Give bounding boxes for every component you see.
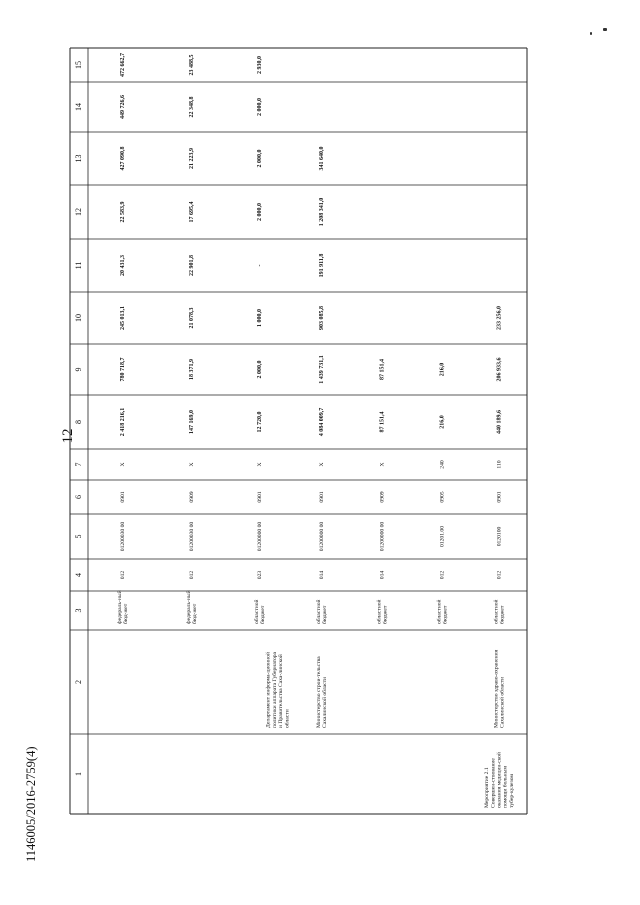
svg-text:областнойбюджет: областнойбюджет bbox=[493, 599, 506, 624]
svg-text:21 078,3: 21 078,3 bbox=[189, 307, 195, 329]
svg-text:01201.00: 01201.00 bbox=[439, 526, 446, 547]
svg-text:1 000,0: 1 000,0 bbox=[257, 309, 263, 327]
svg-text:012: 012 bbox=[120, 570, 126, 580]
svg-text:13: 13 bbox=[74, 154, 83, 163]
svg-text:2 930,0: 2 930,0 bbox=[257, 56, 263, 74]
table-cell bbox=[497, 306, 503, 330]
svg-text:22 583,9: 22 583,9 bbox=[120, 201, 126, 223]
table-cell bbox=[257, 203, 263, 221]
svg-text:233 256,0: 233 256,0 bbox=[496, 306, 503, 330]
table-cell bbox=[120, 522, 126, 552]
table-cell bbox=[440, 363, 446, 377]
table-cell bbox=[257, 98, 263, 116]
column-header-number bbox=[74, 463, 83, 467]
column-header-number bbox=[74, 680, 83, 684]
svg-text:X: X bbox=[379, 462, 386, 467]
table-cell bbox=[492, 600, 505, 625]
svg-text:012: 012 bbox=[496, 570, 503, 580]
table-cell bbox=[120, 202, 126, 223]
svg-text:5: 5 bbox=[74, 534, 83, 539]
table-cell bbox=[120, 95, 126, 119]
svg-text:3: 3 bbox=[74, 608, 83, 613]
svg-text:87 151,4: 87 151,4 bbox=[379, 411, 386, 433]
svg-text:12: 12 bbox=[74, 208, 83, 216]
svg-text:15: 15 bbox=[74, 61, 83, 69]
table-cell bbox=[189, 571, 195, 580]
svg-text:0120100: 0120100 bbox=[496, 526, 503, 547]
svg-text:областнойбюджет: областнойбюджет bbox=[253, 599, 267, 624]
table-cell bbox=[319, 147, 325, 171]
svg-text:472 662,7: 472 662,7 bbox=[120, 53, 126, 77]
table-cell bbox=[493, 649, 505, 728]
svg-text:18 371,9: 18 371,9 bbox=[189, 359, 195, 380]
svg-text:8: 8 bbox=[74, 420, 83, 424]
svg-text:2 000,0: 2 000,0 bbox=[257, 98, 263, 116]
svg-text:-: - bbox=[257, 264, 263, 267]
table-cell bbox=[257, 571, 263, 580]
table-cell bbox=[189, 410, 195, 434]
table-cell bbox=[257, 361, 263, 379]
svg-text:0901: 0901 bbox=[496, 491, 503, 503]
table-cell bbox=[257, 491, 263, 502]
svg-text:0901: 0901 bbox=[319, 491, 325, 503]
svg-text:903 085,8: 903 085,8 bbox=[319, 306, 325, 330]
table-cell bbox=[257, 522, 263, 552]
table-cell bbox=[497, 527, 503, 547]
table-cell bbox=[319, 198, 325, 227]
svg-text:01200000 00: 01200000 00 bbox=[257, 521, 263, 552]
svg-text:1 439 731,1: 1 439 731,1 bbox=[319, 355, 325, 384]
table-cell bbox=[380, 412, 386, 433]
table-cell bbox=[497, 410, 503, 434]
table-cell bbox=[316, 656, 328, 728]
table-cell bbox=[380, 359, 386, 380]
svg-text:Мероприятие 2.1Совершен-ствова: Мероприятие 2.1Совершен-ствованиеоказания медицин-скойпомощи больнымтубер-кулезом bbox=[484, 752, 515, 808]
column-header-number bbox=[74, 609, 83, 613]
svg-text:780 718,7: 780 718,7 bbox=[120, 357, 126, 382]
table-cell bbox=[189, 308, 195, 329]
table-cell bbox=[257, 150, 263, 168]
svg-text:341 640,0: 341 640,0 bbox=[319, 146, 325, 171]
svg-text:0909: 0909 bbox=[189, 491, 195, 503]
svg-text:X: X bbox=[257, 462, 263, 467]
table-cell bbox=[120, 408, 126, 437]
svg-text:4: 4 bbox=[74, 573, 83, 577]
table-cell bbox=[116, 590, 129, 624]
svg-text:023: 023 bbox=[257, 570, 263, 580]
table-cell bbox=[257, 412, 263, 433]
table-cell bbox=[120, 571, 126, 580]
column-header-number bbox=[74, 495, 83, 499]
svg-text:2 000,0: 2 000,0 bbox=[257, 203, 263, 221]
table-cell bbox=[380, 462, 386, 466]
svg-text:X: X bbox=[120, 462, 126, 467]
table-cell bbox=[319, 355, 325, 384]
table-cell bbox=[319, 491, 325, 502]
svg-text:147 169,0: 147 169,0 bbox=[189, 410, 195, 434]
table-cell bbox=[319, 571, 325, 580]
table-cell bbox=[440, 526, 446, 547]
table-cell bbox=[435, 600, 448, 625]
svg-text:014: 014 bbox=[319, 570, 325, 580]
table-cell bbox=[189, 55, 195, 76]
table-cell bbox=[380, 522, 386, 552]
svg-text:01200000 00: 01200000 00 bbox=[379, 521, 386, 552]
svg-text:0905: 0905 bbox=[439, 491, 446, 503]
svg-text:216,0: 216,0 bbox=[439, 415, 446, 429]
svg-text:014: 014 bbox=[379, 570, 386, 580]
svg-text:20 431,3: 20 431,3 bbox=[120, 255, 126, 276]
table-cell bbox=[319, 522, 325, 552]
svg-text:11: 11 bbox=[74, 261, 83, 270]
svg-text:245 013,1: 245 013,1 bbox=[120, 306, 126, 330]
table-cell bbox=[189, 255, 195, 276]
svg-text:21 223,9: 21 223,9 bbox=[189, 148, 195, 169]
table-cell bbox=[120, 491, 126, 502]
svg-text:01200030 00: 01200030 00 bbox=[120, 521, 126, 552]
svg-text:10: 10 bbox=[74, 314, 83, 322]
svg-text:2 000,0: 2 000,0 bbox=[257, 149, 263, 168]
svg-text:X: X bbox=[319, 462, 325, 467]
table-cell bbox=[120, 306, 126, 330]
table-cell bbox=[189, 491, 195, 502]
svg-text:427 090,8: 427 090,8 bbox=[120, 146, 126, 171]
table-cell bbox=[189, 462, 195, 466]
table-cell bbox=[257, 462, 263, 466]
svg-text:Министерство строи-тельстваСах: Министерство строи-тельстваСахалинской области bbox=[315, 656, 329, 728]
svg-text:216,0: 216,0 bbox=[439, 362, 446, 377]
svg-text:2 000,0: 2 000,0 bbox=[257, 360, 263, 379]
svg-text:01200030 00: 01200030 00 bbox=[189, 521, 195, 552]
svg-text:Департамент информа-ционнойпол: Департамент информа-ционнойполитики аппарата Губернатораи Правительства Саха-линскойобласти bbox=[265, 651, 291, 728]
svg-text:440 189,6: 440 189,6 bbox=[496, 410, 503, 434]
svg-text:федераль-ныйбюд-жет: федераль-ныйбюд-жет bbox=[185, 590, 199, 624]
svg-text:4 084 009,7: 4 084 009,7 bbox=[319, 407, 325, 437]
column-header-number bbox=[74, 368, 83, 372]
svg-text:01200000 00: 01200000 00 bbox=[319, 521, 325, 552]
table-cell bbox=[440, 491, 446, 502]
column-header-number bbox=[74, 208, 83, 216]
table-cell bbox=[185, 590, 198, 624]
table-cell bbox=[440, 415, 446, 429]
table-cell bbox=[375, 600, 388, 625]
table-cell bbox=[257, 265, 263, 267]
table-cell bbox=[497, 571, 503, 580]
svg-text:110: 110 bbox=[496, 460, 503, 469]
svg-text:87 151,4: 87 151,4 bbox=[379, 359, 386, 380]
table-cell bbox=[189, 148, 195, 169]
svg-text:191 911,8: 191 911,8 bbox=[319, 253, 325, 278]
svg-text:0901: 0901 bbox=[120, 491, 126, 503]
table-cell bbox=[189, 202, 195, 223]
column-header-number bbox=[74, 573, 83, 577]
table-cell bbox=[315, 600, 328, 625]
table-cell bbox=[189, 359, 195, 380]
table-cell bbox=[120, 53, 126, 77]
column-header-number bbox=[74, 262, 83, 270]
svg-text:7: 7 bbox=[74, 462, 83, 467]
table-cell bbox=[257, 56, 263, 74]
column-header-number bbox=[74, 155, 83, 163]
svg-text:областнойбюджет: областнойбюджет bbox=[436, 599, 449, 624]
svg-text:240: 240 bbox=[439, 460, 446, 469]
table-cell bbox=[319, 462, 325, 466]
svg-text:2 418 216,1: 2 418 216,1 bbox=[120, 407, 126, 437]
svg-text:206 933,6: 206 933,6 bbox=[496, 357, 503, 382]
svg-text:22 901,8: 22 901,8 bbox=[189, 255, 195, 276]
column-header-number bbox=[74, 420, 83, 424]
table-cell bbox=[440, 571, 446, 580]
table-cell bbox=[257, 309, 263, 327]
svg-text:1: 1 bbox=[74, 772, 83, 776]
svg-text:012: 012 bbox=[439, 570, 446, 580]
svg-text:23 488,5: 23 488,5 bbox=[189, 54, 195, 76]
svg-text:областнойбюджет: областнойбюджет bbox=[376, 599, 389, 624]
table-cell bbox=[120, 462, 126, 466]
table-cell bbox=[484, 752, 515, 808]
table-cell bbox=[120, 255, 126, 276]
svg-text:федераль-ныйбюд-жет: федераль-ныйбюд-жет bbox=[116, 590, 130, 624]
column-header-number bbox=[74, 314, 83, 322]
table-cell bbox=[440, 460, 446, 469]
table-cell bbox=[319, 408, 325, 437]
table-cell bbox=[253, 600, 266, 625]
table-cell bbox=[497, 358, 503, 382]
svg-text:1 208 341,0: 1 208 341,0 bbox=[319, 197, 325, 227]
table-cell bbox=[120, 147, 126, 171]
svg-text:0901: 0901 bbox=[257, 491, 263, 503]
svg-text:областнойбюджет: областнойбюджет bbox=[315, 599, 329, 624]
svg-text:6: 6 bbox=[74, 495, 83, 499]
svg-text:2: 2 bbox=[74, 680, 83, 684]
table-cell bbox=[380, 491, 386, 502]
column-header-number bbox=[74, 103, 83, 111]
svg-text:22 348,8: 22 348,8 bbox=[189, 96, 195, 118]
column-header-number bbox=[74, 61, 83, 69]
table-cell bbox=[189, 97, 195, 118]
table-cell bbox=[120, 358, 126, 382]
column-header-number bbox=[74, 535, 83, 539]
svg-text:Министерство здраво-охраненияС: Министерство здраво-охраненияСахалинской области bbox=[493, 649, 506, 728]
svg-text:X: X bbox=[189, 462, 195, 467]
svg-text:449 726,6: 449 726,6 bbox=[120, 95, 126, 119]
svg-text:14: 14 bbox=[74, 103, 83, 111]
table-cell bbox=[380, 571, 386, 580]
table-cell bbox=[319, 254, 325, 278]
svg-text:17 695,4: 17 695,4 bbox=[189, 201, 195, 223]
svg-text:0909: 0909 bbox=[379, 491, 386, 503]
table-cell bbox=[265, 651, 291, 728]
table-cell bbox=[497, 491, 503, 502]
table-cell bbox=[497, 460, 503, 468]
page-number: 12 bbox=[60, 428, 76, 444]
document-code: 1146005/2016-2759(4) bbox=[24, 746, 38, 862]
table-cell bbox=[189, 522, 195, 552]
column-header-number bbox=[74, 772, 83, 776]
svg-text:9: 9 bbox=[74, 367, 83, 372]
table-cell bbox=[319, 306, 325, 330]
svg-text:12 720,0: 12 720,0 bbox=[257, 411, 263, 433]
svg-text:012: 012 bbox=[189, 570, 195, 580]
